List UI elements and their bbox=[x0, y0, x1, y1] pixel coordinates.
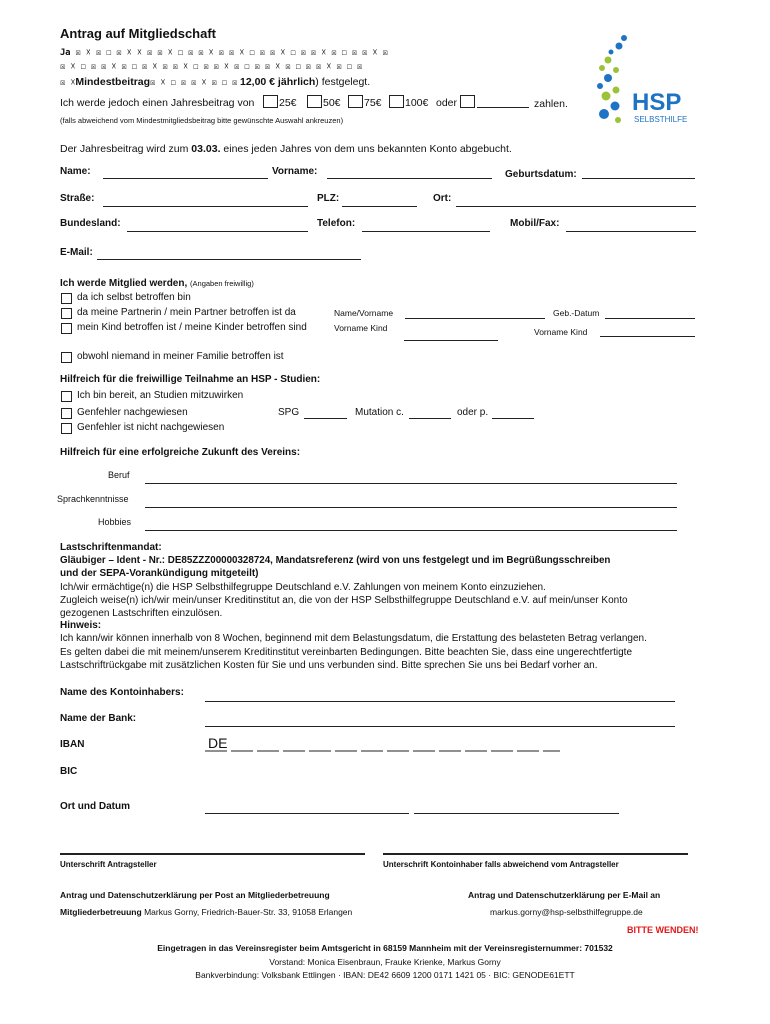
option-self: da ich selbst betroffen bin bbox=[77, 292, 191, 303]
mobil-label: Mobil/Fax: bbox=[510, 218, 560, 229]
intro-amount: 12,00 € jährlich bbox=[239, 76, 316, 88]
post-info-1: Antrag und Datenschutzerklärung per Post an Mitgliederbetreuung bbox=[60, 890, 330, 900]
study-willing-label: Ich bin bereit, an Studien mitzuwirken bbox=[77, 390, 244, 401]
telefon-field[interactable] bbox=[362, 231, 490, 232]
debit-info bbox=[60, 143, 512, 155]
sprachkenntnisse-field[interactable] bbox=[145, 507, 677, 508]
strasse-field[interactable] bbox=[103, 206, 308, 207]
hint-1: Ich kann/wir können innerhalb von 8 Wochen, beginnend mit dem Belastungsdatum, die Erstattung des belasteten Betrag verlangen. bbox=[60, 633, 647, 644]
holder-field[interactable] bbox=[205, 701, 675, 702]
name-vorname-label: Name/Vorname bbox=[334, 308, 394, 318]
option-50-label: 50€ bbox=[323, 97, 341, 109]
hint-title: Hinweis: bbox=[60, 620, 102, 631]
beruf-field[interactable] bbox=[145, 483, 677, 484]
mandate-creditor: Gläubiger – Ident - Nr.: DE85ZZZ00000328724, Mandatsreferenz (wird von uns festgelegt und im Begrüßungsschreiben bbox=[60, 555, 611, 566]
checkbox-self[interactable] bbox=[61, 293, 72, 304]
intro-suffix: ) festgelegt. bbox=[315, 76, 371, 88]
page-title: Antrag auf Mitgliedschaft bbox=[60, 26, 217, 41]
spg-field[interactable] bbox=[304, 418, 347, 419]
logo-subtext: SELBSTHILFE bbox=[634, 115, 688, 124]
checkbox-custom[interactable] bbox=[460, 95, 475, 108]
logo-text: HSP bbox=[632, 89, 682, 116]
post-address: Markus Gorny, Friedrich-Bauer-Str. 33, 91058 Erlangen bbox=[144, 907, 353, 917]
geb-datum-label: Geb.-Datum bbox=[553, 308, 600, 318]
vorname-label: Vorname: bbox=[272, 166, 318, 177]
iban-field[interactable] bbox=[205, 749, 565, 753]
vorname-kind-label-1: Vorname Kind bbox=[334, 323, 388, 333]
membership-heading bbox=[60, 278, 254, 289]
turn-page-notice: BITTE WENDEN! bbox=[627, 925, 699, 935]
holder-label: Name des Kontoinhabers: bbox=[60, 687, 184, 698]
hobbies-field[interactable] bbox=[145, 530, 677, 531]
intro-prefix: ☒ ☓ bbox=[60, 78, 76, 88]
debit-date: 03.03. bbox=[191, 143, 221, 155]
email-label: E-Mail: bbox=[60, 247, 93, 258]
date-field[interactable] bbox=[414, 813, 619, 814]
bank-name-field[interactable] bbox=[205, 726, 675, 727]
hint-2: Es gelten dabei die mit meinem/unserem Kreditinstitut vereinbarten Bedingungen. Bitte beachten Sie, dass eine ungerechtfertigte bbox=[60, 647, 633, 658]
email-field[interactable] bbox=[97, 259, 361, 260]
strasse-label: Straße: bbox=[60, 193, 95, 204]
intro-mindestbeitrag: Mindestbeitrag bbox=[75, 76, 151, 88]
mandate-creditor-2: und der SEPA-Vorankündigung mitgeteilt) bbox=[60, 568, 259, 579]
intro-line-3 bbox=[60, 76, 370, 88]
protein-field[interactable] bbox=[492, 418, 534, 419]
checkbox-25[interactable] bbox=[263, 95, 278, 108]
bank-info: Bankverbindung: Volksbank Ettlingen · IBAN: DE42 6609 1200 0171 1421 05 · BIC: GENODE61ETT bbox=[195, 970, 575, 980]
hsp-logo bbox=[580, 30, 700, 130]
option-25-label: 25€ bbox=[279, 97, 297, 109]
or-p-label: oder p. bbox=[457, 407, 489, 418]
plz-field[interactable] bbox=[342, 206, 417, 207]
telefon-label: Telefon: bbox=[317, 218, 356, 229]
contribution-text: Ich werde jedoch einen Jahresbeitrag von bbox=[60, 97, 255, 109]
child-name-field-1[interactable] bbox=[404, 340, 498, 341]
spg-label: SPG bbox=[278, 407, 300, 418]
beruf-label: Beruf bbox=[108, 470, 130, 480]
genfehler-no-label: Genfehler ist nicht nachgewiesen bbox=[77, 422, 225, 433]
mandate-p2: Zugleich weise(n) ich/wir mein/unser Kreditinstitut an, die von der HSP Selbsthilfegruppe Deutschland e.V. auf mein/unser Konto bbox=[60, 595, 628, 606]
name-label: Name: bbox=[60, 166, 91, 177]
intro-garbled-line-1: Ja ☒ ☓ ☒ ☐ ☒ ☓ ☓ ☒ ☒ ☓ ☐ ☒ ☒ ☓ ☒ ☒ ☓ ☐ ☒ ☒ ☓ ☐ ☒ ☒ ☓ ☒ ☐ ☒ ☒ ☓ ☒ bbox=[60, 48, 388, 58]
vorname-field[interactable] bbox=[327, 178, 492, 179]
option-100-label: 100€ bbox=[405, 97, 429, 109]
future-heading: Hilfreich für eine erfolgreiche Zukunft des Vereins: bbox=[60, 447, 301, 458]
contribution-note: (falls abweichend vom Mindestmitgliedsbeitrag bitte gewünschte Auswahl ankreuzen) bbox=[60, 116, 344, 125]
mandate-p3: gezogenen Lastschriften einzulösen. bbox=[60, 608, 223, 619]
partner-birthdate-field[interactable] bbox=[605, 318, 695, 319]
option-none: obwohl niemand in meiner Familie betroffen ist bbox=[77, 351, 284, 362]
membership-heading-note: (Angaben freiwillig) bbox=[190, 279, 254, 288]
custom-amount-field[interactable] bbox=[477, 107, 529, 108]
option-partner: da meine Partnerin / mein Partner betroffen ist da bbox=[77, 307, 296, 318]
board-info: Vorstand: Monica Eisenbraun, Frauke Krienke, Markus Gorny bbox=[269, 957, 501, 967]
geburtsdatum-field[interactable] bbox=[582, 178, 695, 179]
hobbies-label: Hobbies bbox=[98, 517, 132, 527]
mobil-field[interactable] bbox=[566, 231, 696, 232]
debit-info-text: Der Jahresbeitrag wird zum 03.03. eines jeden Jahres von dem uns bekannten Konto abgebucht. bbox=[60, 143, 512, 155]
logo-dots bbox=[597, 35, 627, 123]
bank-name-label: Name der Bank: bbox=[60, 713, 137, 724]
bic-label: BIC bbox=[60, 766, 78, 777]
mandate-p1: Ich/wir ermächtige(n) die HSP Selbsthilfegruppe Deutschland e.V. Zahlungen von meinem Konto einzuziehen. bbox=[60, 582, 546, 593]
pay-label: zahlen. bbox=[534, 98, 568, 110]
plz-label: PLZ: bbox=[317, 193, 340, 204]
mail-address[interactable]: markus.gorny@hsp-selbsthilfegruppe.de bbox=[490, 907, 643, 917]
iban-prefix: DE bbox=[208, 735, 228, 751]
studies-heading: Hilfreich für die freiwillige Teilnahme an HSP - Studien: bbox=[60, 374, 321, 385]
geburtsdatum-label: Geburtsdatum: bbox=[505, 169, 577, 180]
name-field[interactable] bbox=[103, 178, 268, 179]
partner-name-field[interactable] bbox=[405, 318, 545, 319]
applicant-signature-label: Unterschrift Antragsteller bbox=[60, 860, 157, 869]
child-name-field-2[interactable] bbox=[600, 336, 695, 337]
hint-3: Lastschriftrückgabe mit zusätzlichen Kosten für Sie und uns verbunden sind. Bitte sprechen Sie uns bei Bedarf vorher an. bbox=[60, 660, 598, 671]
checkbox-partner[interactable] bbox=[61, 308, 72, 319]
checkbox-genfehler-no[interactable] bbox=[61, 423, 72, 434]
checkbox-100[interactable] bbox=[389, 95, 404, 108]
intro-garbled-line-2: ☒ ☓ ☐ ☒ ☒ ☓ ☒ ☐ ☒ ☓ ☒ ☒ ☓ ☐ ☒ ☒ ☓ ☒ ☐ ☒ ☒ ☓ ☒ ☐ ☒ ☒ ☓ ☒ ☐ ☒ bbox=[60, 62, 362, 72]
mandate-title: Lastschriftenmandat: bbox=[60, 542, 162, 553]
post-info-bold: Mitgliederbetreuung bbox=[60, 907, 142, 917]
ort-label: Ort: bbox=[433, 193, 452, 204]
checkbox-genfehler-yes[interactable] bbox=[61, 408, 72, 419]
place-date-label: Ort und Datum bbox=[60, 801, 130, 812]
bundesland-field[interactable] bbox=[127, 231, 308, 232]
holder-signature-label: Unterschrift Kontoinhaber falls abweichend vom Antragsteller bbox=[383, 860, 619, 869]
holder-signature-field[interactable] bbox=[383, 853, 688, 855]
register-info: Eingetragen in das Vereinsregister beim Amtsgericht in 68159 Mannheim mit der Vereinsregisternummer: 701532 bbox=[157, 943, 613, 953]
mutation-label: Mutation c. bbox=[355, 407, 404, 418]
checkbox-child[interactable] bbox=[61, 323, 72, 334]
bundesland-label: Bundesland: bbox=[60, 218, 121, 229]
membership-heading-text: Ich werde Mitglied werden, bbox=[60, 278, 188, 289]
post-info-2 bbox=[60, 907, 352, 917]
option-child: mein Kind betroffen ist / meine Kinder betroffen sind bbox=[77, 322, 307, 333]
genfehler-yes-label: Genfehler nachgewiesen bbox=[77, 407, 188, 418]
mail-info: Antrag und Datenschutzerklärung per E-Mail an bbox=[468, 890, 661, 900]
option-75-label: 75€ bbox=[364, 97, 382, 109]
or-label: oder bbox=[436, 97, 458, 109]
sprachkenntnisse-label: Sprachkenntnisse bbox=[57, 494, 129, 504]
place-field[interactable] bbox=[205, 813, 409, 814]
applicant-signature-field[interactable] bbox=[60, 853, 365, 855]
checkbox-50[interactable] bbox=[307, 95, 322, 108]
vorname-kind-label-2: Vorname Kind bbox=[534, 327, 588, 337]
checkbox-study-willing[interactable] bbox=[61, 391, 72, 402]
checkbox-75[interactable] bbox=[348, 95, 363, 108]
iban-label: IBAN bbox=[60, 739, 85, 750]
intro-mid: ☒ ☓ ☐ ☒ ☒ ☓ ☒ ☐ ☒ bbox=[150, 78, 238, 88]
mutation-field[interactable] bbox=[409, 418, 451, 419]
ort-field[interactable] bbox=[456, 206, 696, 207]
checkbox-none[interactable] bbox=[61, 352, 72, 363]
